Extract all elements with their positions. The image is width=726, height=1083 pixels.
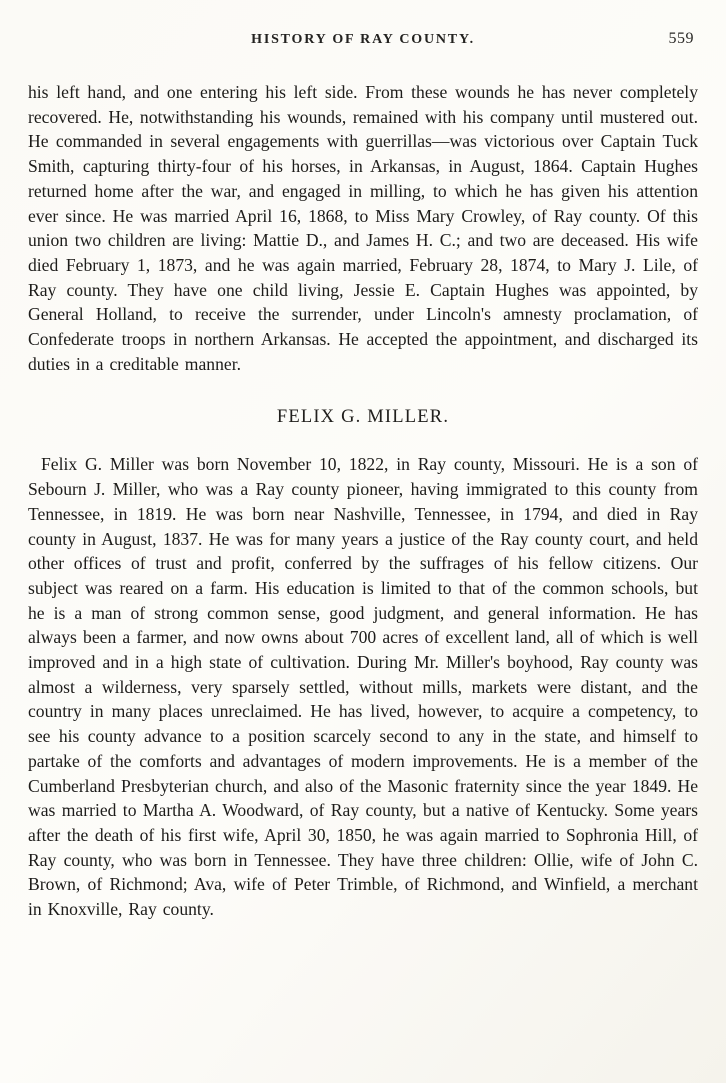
running-header-title: HISTORY OF RAY COUNTY. bbox=[251, 32, 475, 47]
page-number: 559 bbox=[668, 30, 694, 47]
section-heading-felix-g-miller: FELIX G. MILLER. bbox=[276, 407, 450, 428]
paragraph-miller-biography: Felix G. Miller was born November 10, 1822, in Ray county, Missouri. He is a son of Sebourn J. Miller, who was a Ray county pioneer, having immigrated to this county from Tennessee, in 1819. He was born near Nashville, Tennessee, in 1794, and died in Ray county in August, 1837. He was for many years a justice of the Ray county court, and held other offices of trust and profit, conferred by the suffrages of his fellow citizens. Our subject was reared on a farm. His education is limited to that of the common schools, but he is a man of strong common sense, good judgment, and general information. He has always been a farmer, and now owns about 700 acres of excellent land, all of which is well improved and in a high state of cultivation. During Mr. Miller's boyhood, Ray county was almost a wilderness, very sparsely settled, without mills, markets were distant, and the country in many places unreclaimed. He has lived, however, to acquire a competency, to see his county advance to a position scarcely second to any in the state, and himself to partake of the comforts and advantages of modern improvements. He is a member of the Cumberland Presbyterian church, and also of the Masonic fraternity since the year 1849. He was married to Martha A. Woodward, of Ray county, but a native of Kentucky. Some years after the death of his first wife, April 30, 1850, he was again married to Sophronia Hill, of Ray county, who was born in Tennessee. They have three children: Ollie, wife of John C. Brown, of Richmond; Ava, wife of Peter Trimble, of Richmond, and Winfield, a merchant in Knoxville, Ray county. bbox=[28, 454, 698, 920]
running-header bbox=[28, 30, 698, 50]
paragraph-hughes-biography: his left hand, and one entering his left side. From these wounds he has never completely recovered. He, notwithstanding his wounds, remained with his company until mustered out. He commanded in several engagements with guerrillas—was victorious over Captain Tuck Smith, capturing thirty-four of his horses, in Arkansas, in August, 1864. Captain Hughes returned home after the war, and engaged in milling, to which he has given his attention ever since. He was married April 16, 1868, to Miss Mary Crowley, of Ray county. Of this union two children are living: Mattie D., and James H. C.; and two are deceased. His wife died February 1, 1873, and he was again married, February 28, 1874, to Mary J. Lile, of Ray county. They have one child living, Jessie E. Captain Hughes was appointed, by General Holland, to receive the surrender, under Lincoln's amnesty proclamation, of Confederate troops in northern Arkansas. He accepted the appointment, and discharged its duties in a creditable manner. bbox=[28, 82, 698, 374]
